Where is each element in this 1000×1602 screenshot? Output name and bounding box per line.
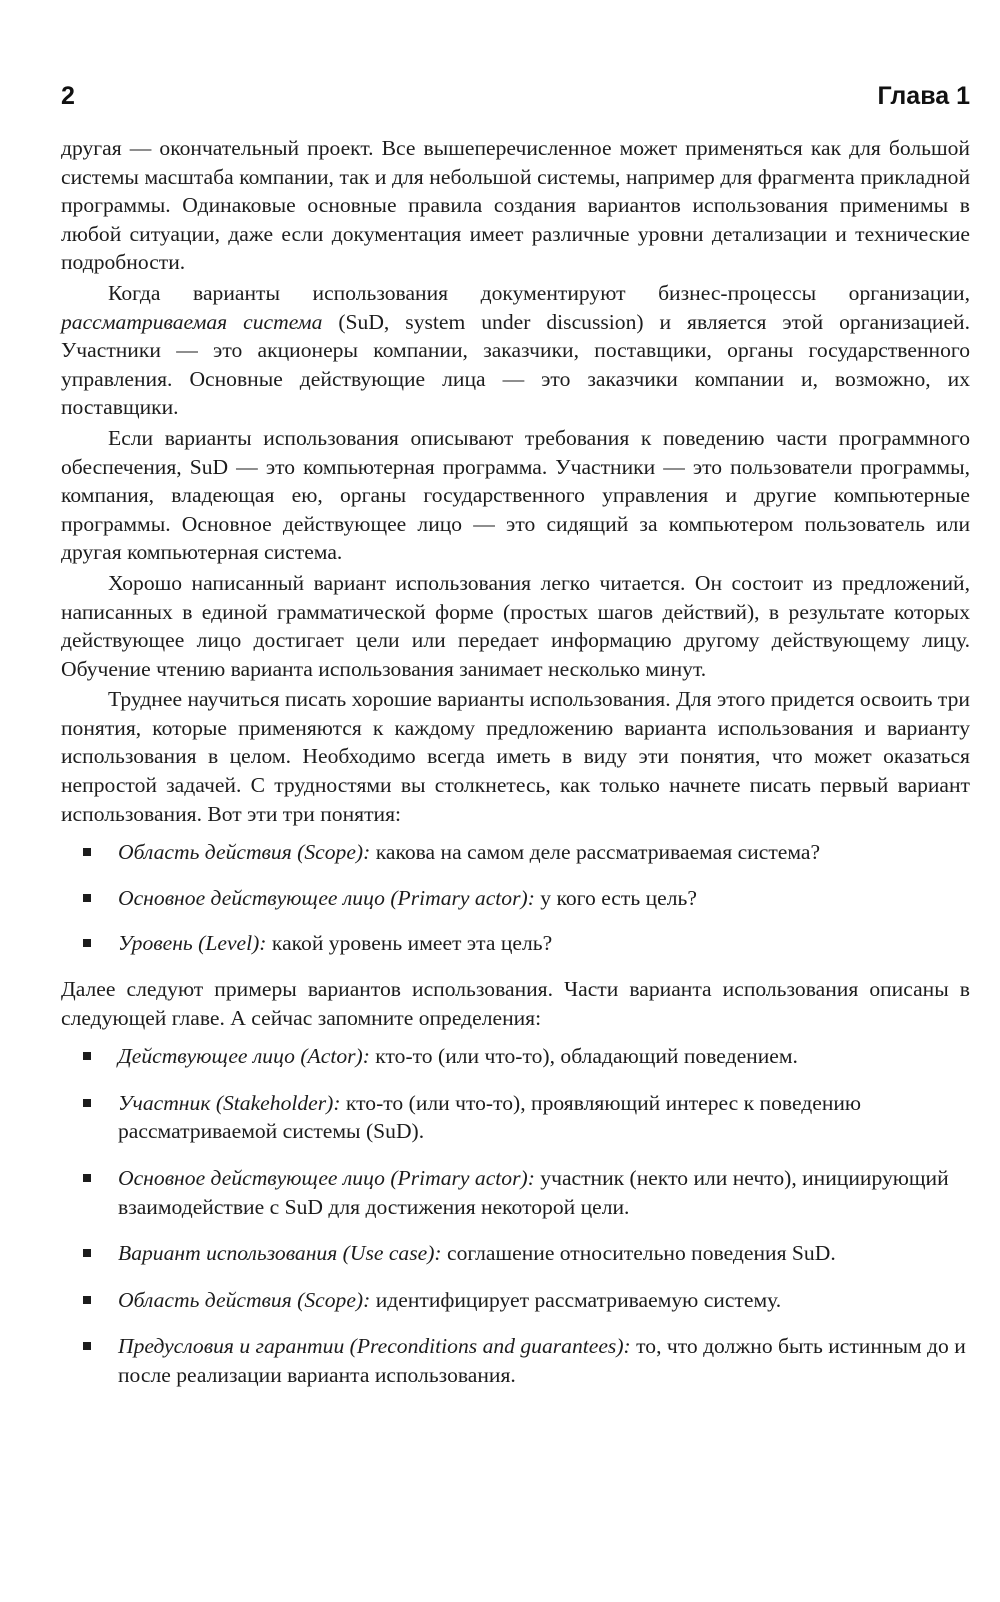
bullet-icon: [83, 939, 91, 947]
bullet-icon: [83, 1052, 91, 1060]
paragraph: другая — окончательный проект. Все вышеперечисленное может применяться как для большой системы масштаба компании, так и для небольшой системы, например для фрагмента прикладной программы. Одинаковые основные правила создания вариантов использования применимы в любой ситуации, даже если документация имеет различные уровни детализации и технические подробности.: [61, 136, 970, 275]
bullet-icon: [83, 848, 91, 856]
list-term: Предусловия и гарантии (Preconditions and guarantees):: [118, 1334, 631, 1359]
bullet-icon: [83, 1342, 91, 1350]
list-term: Основное действующее лицо (Primary actor):: [118, 1166, 535, 1190]
list-item: [118, 838, 970, 867]
list-text: то, что должно быть истинным до и после реализации варианта использования.: [118, 1334, 966, 1387]
list-text: участник (некто или нечто), инициирующий взаимодействие с SuD для достижения некоторой цели.: [118, 1166, 949, 1219]
list-text: какова на самом деле рассматриваемая система?: [370, 840, 821, 865]
body-text: [61, 134, 970, 828]
list-term: Основное действующее лицо (Primary actor):: [118, 885, 535, 910]
list-item: [118, 1089, 970, 1146]
list-text: соглашение относительно поведения SuD.: [441, 1241, 836, 1266]
list-term: Область действия (Scope):: [118, 840, 371, 865]
list-item: [118, 1239, 970, 1268]
page-number: 2: [61, 82, 75, 110]
bullet-icon: [83, 1296, 91, 1304]
concepts-list: [61, 838, 970, 958]
paragraph: Если варианты использования описывают требования к поведению части программного обеспечения, SuD — это компьютерная программа. Участники — это пользователи программы, компания, владеющая ею, органы государственного управления и другие компьютерные программы. Основное действующее лицо — это сидящий за компьютером пользователь или другая компьютерная система.: [61, 425, 970, 565]
list-term: Уровень (Level):: [118, 931, 267, 956]
paragraph: Далее следуют примеры вариантов использования. Части варианта использования описаны в следующей главе. А сейчас запомните определения:: [61, 977, 970, 1030]
bullet-icon: [83, 894, 91, 902]
list-text: кто-то (или что-то), обладающий поведением.: [369, 1044, 798, 1069]
definitions-list: [61, 1042, 970, 1389]
paragraph: Труднее научиться писать хорошие варианты использования. Для этого придется освоить три понятия, которые применяются к каждому предложению варианта использования и варианту использования в целом. Необходимо всегда иметь в виду эти понятия, что может оказаться непростой задачей. С трудностями вы столкнетесь, как только начнете писать первый вариант использования. Вот эти три понятия:: [61, 687, 970, 826]
list-item: [118, 1164, 970, 1221]
list-text: кто-то (или что-то), проявляющий интерес к поведению рассматриваемой системы (SuD).: [118, 1090, 862, 1144]
paragraph: [61, 279, 970, 422]
list-item: [118, 884, 970, 913]
paragraph-text: Когда варианты использования документируют бизнес-процессы организации,: [108, 280, 970, 305]
chapter-title: Глава 1: [877, 82, 970, 110]
list-term: Действующее лицо (Actor):: [118, 1044, 370, 1069]
paragraph: Хорошо написанный вариант использования легко читается. Он состоит из предложений, написанных в единой грамматической форме (простых шагов действий), в результате которых действующее лицо достигает цели или передает информацию другому действующему лицу. Обучение чтению варианта использования занимает несколько минут.: [61, 570, 970, 681]
list-term: Область действия (Scope):: [118, 1287, 371, 1312]
bullet-icon: [83, 1099, 91, 1107]
term-sud: рассматриваемая система: [61, 309, 323, 334]
list-item: [118, 929, 970, 958]
list-text: идентифицирует рассматриваемую систему.: [370, 1287, 782, 1312]
list-item: [118, 1332, 970, 1389]
list-text: какой уровень имеет эта цель?: [266, 931, 553, 956]
list-item: [118, 1286, 970, 1315]
paragraph-text: (SuD, system under discussion) и является этой организацией. Участники — это акционеры компании, заказчики, поставщики, органы государственного управления. Основные действующие лица — это заказчики компании и, возможно, их поставщики.: [61, 309, 971, 420]
list-text: у кого есть цель?: [534, 885, 697, 910]
list-item: [118, 1042, 970, 1071]
list-term: Вариант использования (Use case):: [118, 1241, 442, 1266]
bullet-icon: [83, 1174, 91, 1182]
bullet-icon: [83, 1249, 91, 1257]
list-term: Участник (Stakeholder):: [118, 1090, 341, 1115]
running-head: [61, 82, 970, 122]
